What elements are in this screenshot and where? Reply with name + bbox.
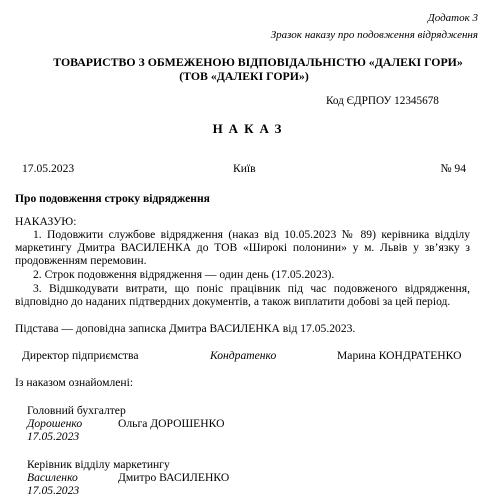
order-item-2	[15, 268, 470, 281]
marketing-head-signature: Василенко	[27, 471, 78, 484]
organization-short-name: (ТОВ «ДАЛЕКІ ГОРИ»)	[179, 69, 309, 83]
order-item-3-text: 3. Відшкодувати витрати, що поніс працівник під час подовженого відрядження, відповідно до наданих підтвердних документів, а також виплатити добові за цей період.	[15, 282, 470, 308]
accountant-signature: Дорошенко	[27, 417, 83, 430]
order-item-1	[15, 228, 470, 267]
order-item-2-text: 2. Строк подовження відрядження — один день (17.05.2023).	[33, 268, 335, 281]
acquainted-heading: Із наказом ознайомлені:	[15, 376, 134, 389]
order-item-3	[15, 282, 470, 308]
order-word: НАКАЗУЮ:	[15, 215, 77, 228]
director-position: Директор підприємства	[22, 349, 139, 362]
annex-caption: Зразок наказу про подовження відрядження	[270, 29, 478, 41]
director-name: Марина КОНДРАТЕНКО	[337, 349, 462, 362]
marketing-head-position: Керівник відділу маркетингу	[27, 458, 170, 471]
document-subject: Про подовження строку відрядження	[15, 192, 210, 205]
organization-header	[0, 55, 488, 83]
accountant-name: Ольга ДОРОШЕНКО	[118, 417, 225, 430]
edrpou-code: Код ЄДРПОУ 12345678	[326, 95, 439, 107]
document-title: НАКАЗ	[212, 121, 288, 136]
director-signature: Кондратенко	[210, 349, 277, 362]
marketing-head-name: Дмитро ВАСИЛЕНКО	[118, 471, 230, 484]
accountant-position: Головний бухгалтер	[27, 404, 126, 417]
marketing-head-date: 17.05.2023	[27, 484, 80, 497]
order-basis: Підстава — доповідна записка Дмитра ВАСИЛЕНКА від 17.05.2023.	[15, 322, 356, 335]
document-date: 17.05.2023	[22, 162, 75, 175]
document-number: № 94	[440, 162, 466, 175]
order-item-1-text: 1. Подовжити службове відрядження (наказ від 10.05.2023 № 89) керівника відділу маркетингу Дмитра ВАСИЛЕНКА до ТОВ «Широкі полонини» у м. Львів у зв’язку з продовженням перемовин.	[15, 228, 470, 267]
document-city: Київ	[233, 162, 256, 175]
accountant-date: 17.05.2023	[27, 430, 80, 443]
annex-label: Додаток 3	[427, 12, 478, 24]
organization-full-name: ТОВАРИСТВО З ОБМЕЖЕНОЮ ВІДПОВІДАЛЬНІСТЮ «ДАЛЕКІ ГОРИ»	[53, 55, 463, 69]
